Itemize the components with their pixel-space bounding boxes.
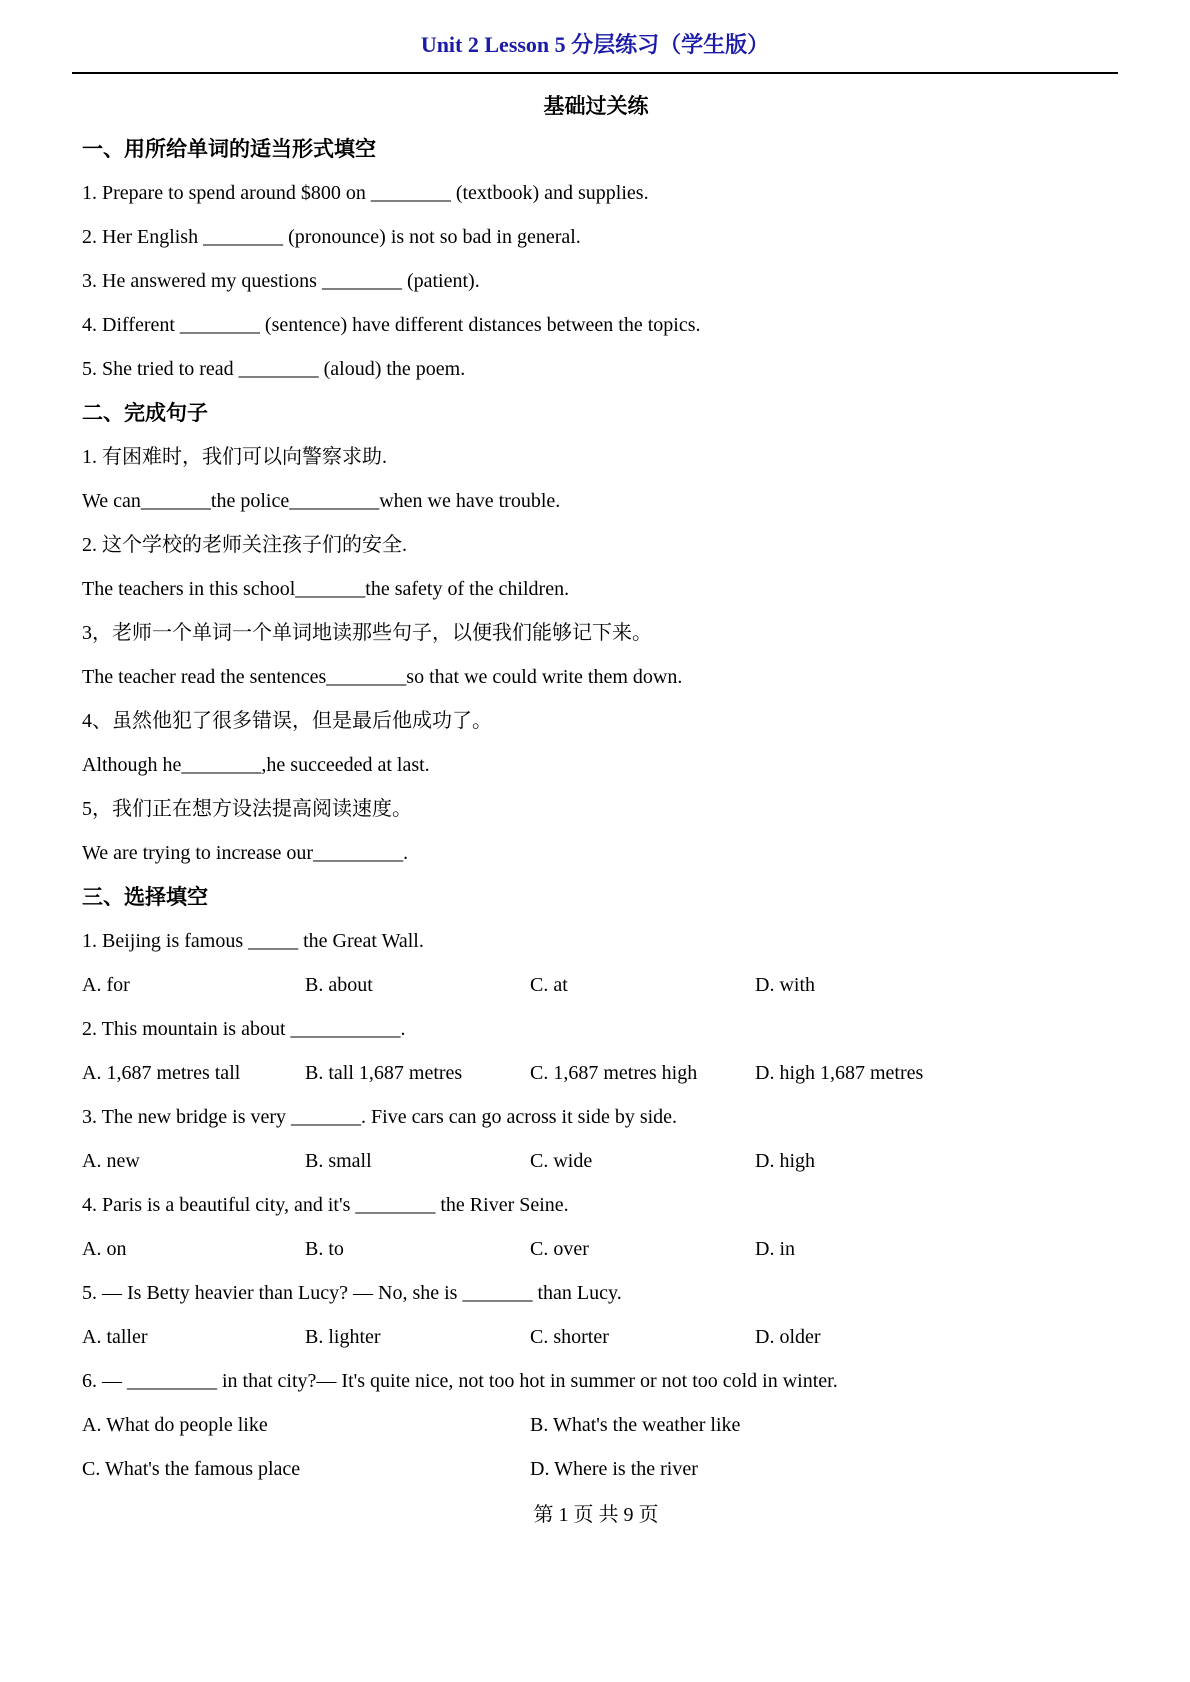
section2-item-english: We are trying to increase our_________. xyxy=(82,842,409,864)
header-divider xyxy=(72,72,1118,74)
section2-item-chinese: 5，我们正在想方设法提高阅读速度。 xyxy=(82,798,412,820)
option-a: A. taller xyxy=(82,1326,148,1348)
option-a: A. new xyxy=(82,1150,140,1172)
section3-heading: 三、选择填空 xyxy=(82,885,208,909)
question-stem: 5. — Is Betty heavier than Lucy? — No, she is _______ than Lucy. xyxy=(82,1282,622,1304)
main-heading: 基础过关练 xyxy=(543,94,649,118)
document-title: Unit 2 Lesson 5 分层练习（学生版） xyxy=(420,32,770,57)
question-stem: 1. Beijing is famous _____ the Great Wall. xyxy=(82,930,424,952)
section1-item: 1. Prepare to spend around $800 on ________ (textbook) and supplies. xyxy=(82,182,649,204)
page-number-indicator: 第 1 页 共 9 页 xyxy=(533,1504,659,1526)
option-c: C. over xyxy=(530,1238,589,1260)
option-b: B. to xyxy=(305,1238,344,1260)
section2-item-chinese: 3，老师一个单词一个单词地读那些句子，以便我们能够记下来。 xyxy=(82,622,652,644)
section1-item: 2. Her English ________ (pronounce) is not so bad in general. xyxy=(82,226,581,248)
option-b: B. lighter xyxy=(305,1326,381,1348)
section2-item-english: The teachers in this school_______the safety of the children. xyxy=(82,578,570,600)
question-stem: 4. Paris is a beautiful city, and it's ________ the River Seine. xyxy=(82,1194,569,1216)
option-b: B. What's the weather like xyxy=(530,1414,741,1436)
option-b: B. small xyxy=(305,1150,372,1172)
question-options xyxy=(82,1238,1110,1260)
option-a: A. What do people like xyxy=(82,1414,268,1436)
option-d: D. high 1,687 metres xyxy=(755,1062,924,1084)
option-d: D. high xyxy=(755,1150,815,1172)
option-c: C. What's the famous place xyxy=(82,1458,301,1480)
section1-item: 4. Different ________ (sentence) have different distances between the topics. xyxy=(82,314,701,336)
option-b: B. about xyxy=(305,974,373,996)
option-d: D. in xyxy=(755,1238,795,1260)
section2-heading: 二、完成句子 xyxy=(82,401,208,425)
section2-item-english: The teacher read the sentences________so that we could write them down. xyxy=(82,666,683,688)
option-c: C. wide xyxy=(530,1150,593,1172)
section2-item-chinese: 2. 这个学校的老师关注孩子们的安全. xyxy=(82,534,407,556)
question-options xyxy=(82,1150,1110,1172)
option-a: A. on xyxy=(82,1238,127,1260)
question-stem: 6. — _________ in that city?— It's quite nice, not too hot in summer or not too cold in winter. xyxy=(82,1370,838,1392)
question-options xyxy=(82,1062,1110,1084)
option-d: D. Where is the river xyxy=(530,1458,698,1480)
question-stem: 3. The new bridge is very _______. Five cars can go across it side by side. xyxy=(82,1106,678,1128)
option-c: C. shorter xyxy=(530,1326,609,1348)
question-options xyxy=(82,1414,1110,1480)
page-content xyxy=(0,94,1190,1526)
option-a: A. for xyxy=(82,974,130,996)
option-c: C. at xyxy=(530,974,568,996)
section1-item: 5. She tried to read ________ (aloud) the poem. xyxy=(82,358,466,380)
option-a: A. 1,687 metres tall xyxy=(82,1062,241,1084)
section1-heading: 一、用所给单词的适当形式填空 xyxy=(82,137,376,161)
section2-item-chinese: 1. 有困难时，我们可以向警察求助. xyxy=(82,446,387,468)
section1-item: 3. He answered my questions ________ (patient). xyxy=(82,270,480,292)
section2-item-english: We can_______the police_________when we have trouble. xyxy=(82,490,561,512)
option-d: D. older xyxy=(755,1326,821,1348)
question-options xyxy=(82,974,1110,996)
option-d: D. with xyxy=(755,974,815,996)
option-c: C. 1,687 metres high xyxy=(530,1062,698,1084)
section2-item-english: Although he________,he succeeded at last. xyxy=(82,754,430,776)
question-options xyxy=(82,1326,1110,1348)
question-stem: 2. This mountain is about ___________. xyxy=(82,1018,406,1040)
option-b: B. tall 1,687 metres xyxy=(305,1062,463,1084)
section2-item-chinese: 4、虽然他犯了很多错误，但是最后他成功了。 xyxy=(82,710,492,732)
